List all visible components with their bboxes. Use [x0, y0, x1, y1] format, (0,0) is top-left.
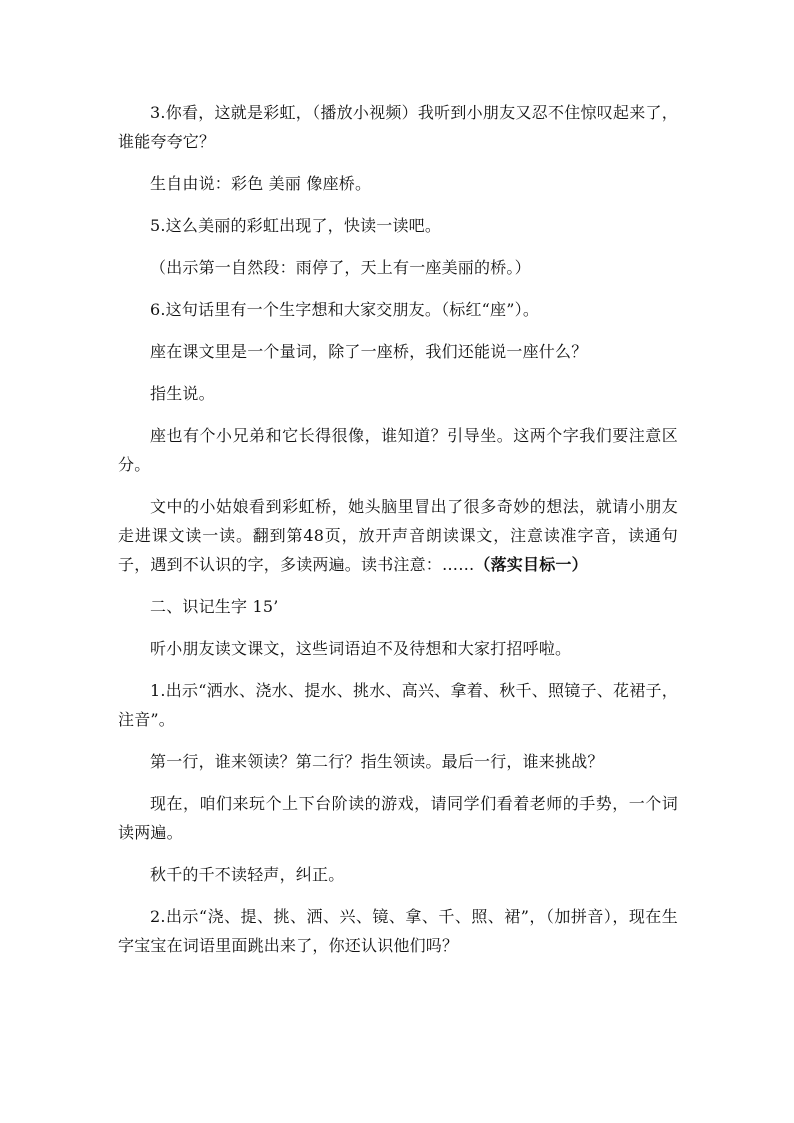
paragraph: 座也有个小兄弟和它长得很像，谁知道？引导坐。这两个字我们要注意区分。 [118, 426, 678, 474]
paragraph: 听小朋友读文课文，这些词语迫不及待想和大家打招呼啦。 [150, 639, 572, 658]
paragraph: 3.你看，这就是彩虹，（播放小视频）我听到小朋友又忍不住惊叹起来了，谁能夸夸它？ [118, 103, 678, 151]
paragraph: 1.出示“洒水、浇水、提水、挑水、高兴、拿着、秋千、照镜子、花裙子，注音”。 [118, 681, 678, 729]
paragraph: 秋千的千不读轻声，纠正。 [150, 865, 345, 884]
paragraph-text: 文中的小姑娘看到彩虹桥，她头脑里冒出了很多奇妙的想法，就请小朋友走进课文读一读。翻到第48页，放开声音朗读课文，注意读准字音，读通句子，遇到不认识的字，多读两遍。读书注意：…… [118, 497, 678, 574]
paragraph [118, 492, 678, 579]
paragraph: 生自由说：彩色 美丽 像座桥。 [150, 174, 372, 193]
paragraph: 6.这句话里有一个生字想和大家交朋友。（标红“座”）。 [150, 300, 540, 319]
goal-note: （落实目标一） [474, 555, 588, 574]
paragraph: 第一行，谁来领读？第二行？指生领读。最后一行，谁来挑战？ [150, 752, 604, 771]
paragraph: （出示第一自然段：雨停了，天上有一座美丽的桥。） [150, 258, 531, 277]
document-body [118, 98, 678, 973]
paragraph: 2.出示“浇、提、挑、洒、兴、镜、拿、千、照、裙”，（加拼音），现在生字宝宝在词语里面跳出来了，你还认识他们吗？ [118, 907, 678, 955]
paragraph: 指生说。 [150, 384, 215, 403]
paragraph: 座在课文里是一个量词，除了一座桥，我们还能说一座什么？ [150, 342, 588, 361]
section-heading: 二、识记生字 15’ [150, 597, 279, 616]
paragraph: 5.这么美丽的彩虹出现了，快读一读吧。 [150, 216, 442, 235]
paragraph: 现在，咱们来玩个上下台阶读的游戏，请同学们看着老师的手势，一个词读两遍。 [118, 794, 678, 842]
